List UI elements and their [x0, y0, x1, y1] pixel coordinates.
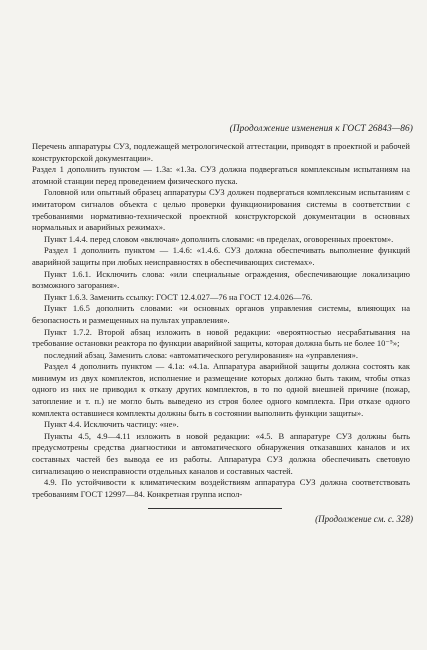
paragraph: Пункт 1.7.2. Второй абзац изложить в новой редакции: «вероятностью несрабатывания на требование остановки реактора по функции аварийной защиты, которая должна быть не более 10⁻⁵»; — [32, 326, 410, 349]
paragraph: Пункт 1.4.4. перед словом «включая» дополнить словами: «в пределах, оговоренных проектом». — [44, 233, 394, 244]
continuation-header: (Продолжение изменения к ГОСТ 26843—86) — [229, 124, 413, 134]
paragraph: последний абзац. Заменить слова: «автоматического регулирования» на «управления». — [44, 349, 359, 360]
footer-divider — [148, 508, 282, 509]
paragraph: Пункт 1.6.3. Заменить ссылку: ГОСТ 12.4.027—76 на ГОСТ 12.4.026—76. — [44, 291, 313, 302]
paragraph: Раздел 1 дополнить пунктом — 1.3а: «1.3а. СУЗ должна подвергаться комплексным испытаниям на атомной станции перед проведением физического пуска. — [32, 164, 410, 186]
paragraph: Пункты 4.5, 4.9—4.11 изложить в новой редакции: «4.5. В аппаратуре СУЗ должны быть предусмотрены средства диагностики и автоматического обнаружения отказавших каналов и их составных частей без вывода ее из работы. Аппаратура СУЗ должна обеспечивать световую сигнализацию о неисправности отдельных каналов и составных частей. — [32, 430, 410, 476]
paragraph: Головной или опытный образец аппаратуры СУЗ должен подвергаться комплексным испытаниям с имитатором сигналов объекта с целью проверки функционирования системы в соответствии с требованиями нормативно-технической проектной конструкторской документации в основных нормальных и аварийных режимах». — [32, 187, 410, 233]
paragraph: Раздел 1 дополнить пунктом — 1.4.6: «1.4.6. СУЗ должна обеспечивать выполнение функций аварийной защиты при любых неисправностях в обеспечивающих системах». — [32, 245, 410, 267]
continuation-footer: (Продолжение см. с. 328) — [315, 514, 413, 524]
paragraph: Пункт 1.6.5 дополнить словами: «и основных органов управления системы, влияющих на безопасность и размещенных на пультах управления». — [32, 303, 410, 325]
document-body — [32, 141, 410, 500]
paragraph: 4.9. По устойчивости к климатическим воздействиям аппаратура СУЗ должна соответствовать требованиям ГОСТ 12997—84. Конкретная группа испол- — [32, 477, 410, 499]
paragraph: Пункт 4.4. Исключить частицу: «не». — [44, 419, 179, 430]
paragraph: Пункт 1.6.1. Исключить слова: «или специальные ограждения, обеспечивающие локализацию возможного загорания». — [32, 268, 410, 291]
paragraph: Перечень аппаратуры СУЗ, подлежащей метрологической аттестации, приводят в проектной и рабочей конструкторской документации». — [32, 141, 410, 163]
paragraph: Раздел 4 дополнить пунктом — 4.1а: «4.1а. Аппаратура аварийной защиты должна состоять как минимум из двух комплектов, исполнение и размещение которых должно быть таким, чтобы отказ одного из них не приводил к отказу других комплектов, в то по одной внешней причине (пожар, затопление и т. п.) не могло быть выведено из строя более одного комплекта. При отказе одного комплекта оставшиеся комплекты должны быть в состоянии выполнить функции защиты». — [32, 361, 410, 418]
